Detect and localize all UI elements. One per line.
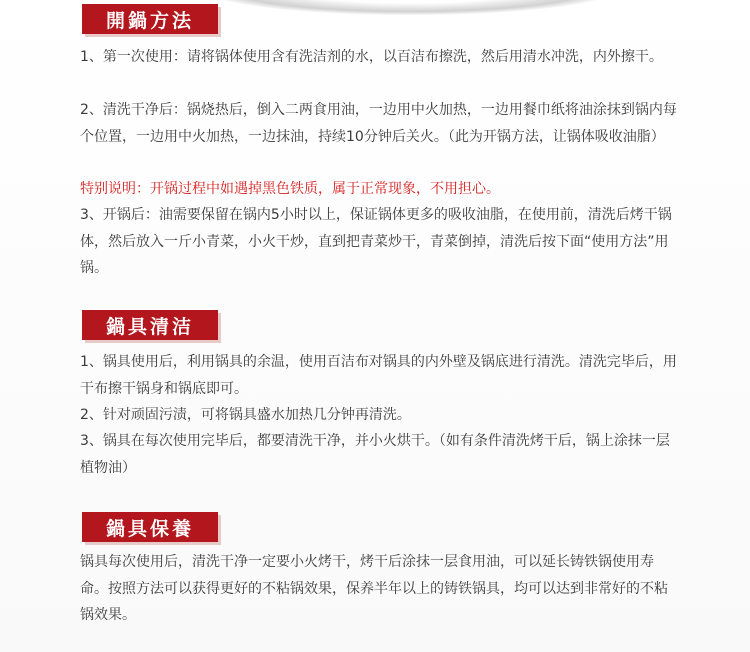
cleaning-step-3: 3、锅具在每次使用完毕后，都要清洗干净，并小火烘干。（如有条件清洗烤干后，锅上涂抹一层植物油） bbox=[80, 433, 670, 476]
section-title: 鍋具清洁 bbox=[105, 315, 194, 338]
section-title: 開鍋方法 bbox=[105, 9, 194, 32]
seasoning-step-2: 2、清洗干净后：锅烧热后，倒入二两食用油，一边用中火加热，一边用餐巾纸将油涂抹到锅内每个位置，一边用中火加热，一边抹油，持续10分钟后关火。（此为开锅方法，让锅体吸收油脂） bbox=[80, 102, 677, 145]
cleaning-step-2: 2、针对顽固污渍，可将锅具盛水加热几分钟再清洗。 bbox=[80, 407, 411, 423]
section-heading-seasoning bbox=[82, 4, 218, 34]
pan-shadow-decoration bbox=[200, 0, 620, 15]
seasoning-step-3: 3、开锅后：油需要保留在锅内5小时以上，保证锅体更多的吸收油脂，在使用前，清洗后烤干锅体，然后放入一斤小青菜，小火干炒，直到把青菜炒干，青菜倒掉，清洗后按下面“使用方法”用锅。 bbox=[80, 207, 672, 276]
cleaning-step-1: 1、锅具使用后，利用锅具的余温，使用百洁布对锅具的内外壁及锅底进行清洗。清洗完毕后，用干布擦干锅身和锅底即可。 bbox=[80, 354, 677, 397]
section-title: 鍋具保養 bbox=[105, 517, 194, 540]
maintenance-text: 锅具每次使用后，清洗干净一定要小火烤干，烤干后涂抹一层食用油，可以延长铸铁锅使用寿命。按照方法可以获得更好的不粘锅效果，保养半年以上的铸铁锅具，均可以达到非常好的不粘锅效果。 bbox=[80, 554, 668, 623]
section-heading-maintenance bbox=[82, 512, 218, 542]
seasoning-special-note: 特别说明：开锅过程中如遇掉黑色铁质，属于正常现象，不用担心。 bbox=[80, 181, 500, 197]
seasoning-step-1: 1、第一次使用：请将锅体使用含有洗洁剂的水，以百洁布擦洗，然后用清水冲洗，内外擦干。 bbox=[80, 49, 663, 65]
section-heading-cleaning bbox=[82, 310, 218, 340]
